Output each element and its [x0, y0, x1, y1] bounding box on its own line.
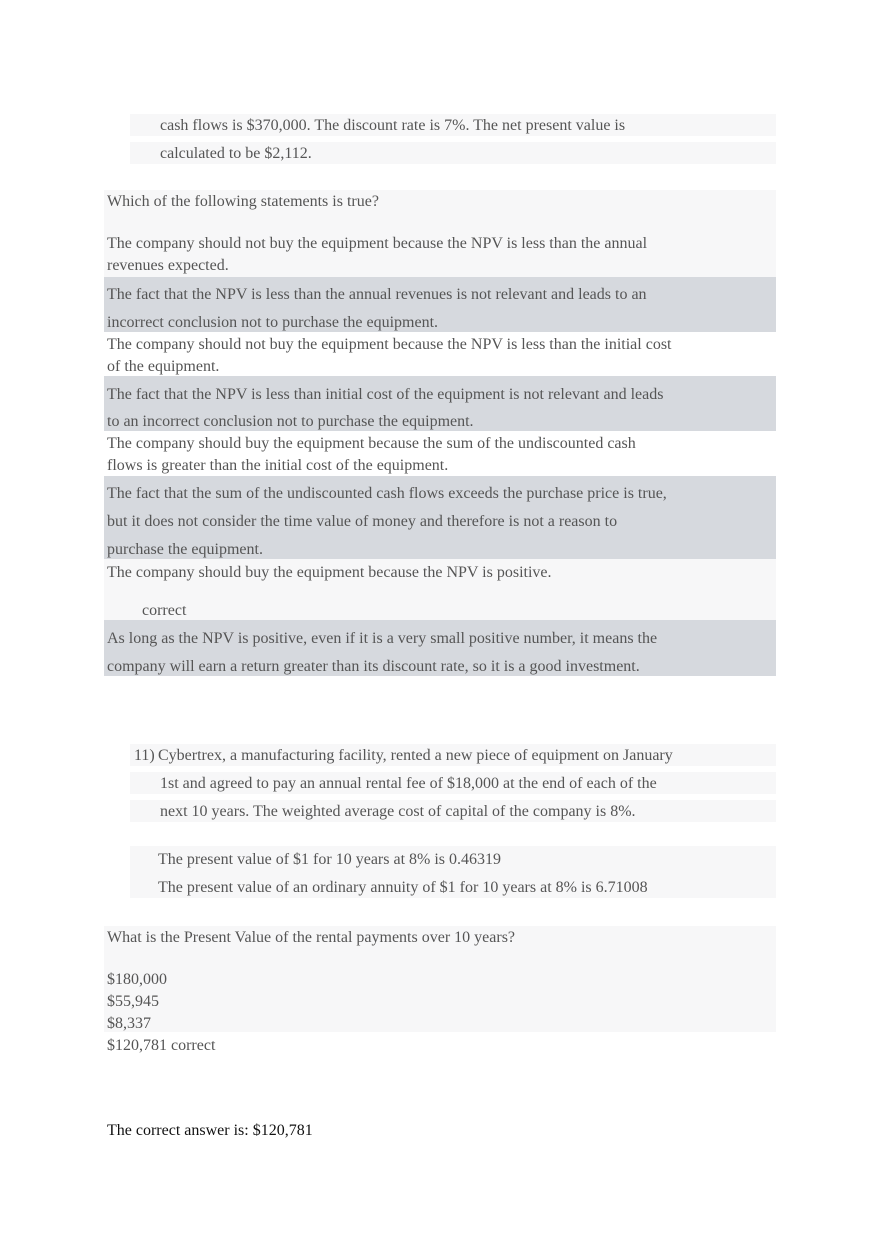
q10-feedback-4-line-2: company will earn a return greater than its discount rate, so it is a good investment.: [107, 658, 640, 675]
q11-stem-line-2: 1st and agreed to pay an annual rental fee of $18,000 at the end of each of the: [160, 775, 657, 792]
q10-correct-marker: correct: [142, 602, 187, 619]
q10-stem-line-1: cash flows is $370,000. The discount rate is 7%. The net present value is: [160, 117, 626, 134]
q11-stem-line-3: next 10 years. The weighted average cost of capital of the company is 8%.: [160, 803, 636, 820]
q10-feedback-3-line-3: purchase the equipment.: [107, 541, 263, 558]
q11-correct-answer: The correct answer is: $120,781: [107, 1122, 313, 1139]
q11-option-4: $120,781 correct: [107, 1037, 216, 1054]
q10-stem-line-2: calculated to be $2,112.: [160, 145, 312, 162]
q10-feedback-3-line-1: The fact that the sum of the undiscounted cash flows exceeds the purchase price is true,: [107, 485, 667, 502]
q10-question: Which of the following statements is true?: [107, 193, 379, 210]
q11-stem-line-1: Cybertrex, a manufacturing facility, rented a new piece of equipment on January: [158, 747, 673, 764]
q11-option-3: $8,337: [107, 1015, 151, 1032]
q10-option-1-line-2: revenues expected.: [107, 257, 229, 274]
q10-option-4-line-1: The company should buy the equipment because the NPV is positive.: [107, 564, 552, 581]
q10-option-3-line-2: flows is greater than the initial cost of the equipment.: [107, 457, 449, 474]
q10-option-2-line-2: of the equipment.: [107, 358, 220, 375]
q11-given-line-2: The present value of an ordinary annuity of $1 for 10 years at 8% is 6.71008: [158, 879, 648, 896]
q10-option-3-line-1: The company should buy the equipment because the sum of the undiscounted cash: [107, 435, 636, 452]
q10-option-2-line-1: The company should not buy the equipment because the NPV is less than the initial cost: [107, 336, 672, 353]
q10-option-1-line-1: The company should not buy the equipment because the NPV is less than the annual: [107, 235, 648, 252]
q10-feedback-2-line-1: The fact that the NPV is less than initial cost of the equipment is not relevant and leads: [107, 386, 664, 403]
q10-feedback-2-line-2: to an incorrect conclusion not to purchase the equipment.: [107, 413, 474, 430]
q11-number: 11): [134, 747, 155, 764]
q11-given-line-1: The present value of $1 for 10 years at 8% is 0.46319: [158, 851, 502, 868]
q10-feedback-4-line-1: As long as the NPV is positive, even if it is a very small positive number, it means the: [107, 630, 658, 647]
q11-option-2: $55,945: [107, 993, 159, 1010]
q10-feedback-1-line-1: The fact that the NPV is less than the annual revenues is not relevant and leads to an: [107, 286, 647, 303]
q10-feedback-3-line-2: but it does not consider the time value of money and therefore is not a reason to: [107, 513, 618, 530]
q11-option-1: $180,000: [107, 971, 167, 988]
q10-feedback-1-line-2: incorrect conclusion not to purchase the equipment.: [107, 314, 439, 331]
q11-question: What is the Present Value of the rental payments over 10 years?: [107, 929, 516, 946]
